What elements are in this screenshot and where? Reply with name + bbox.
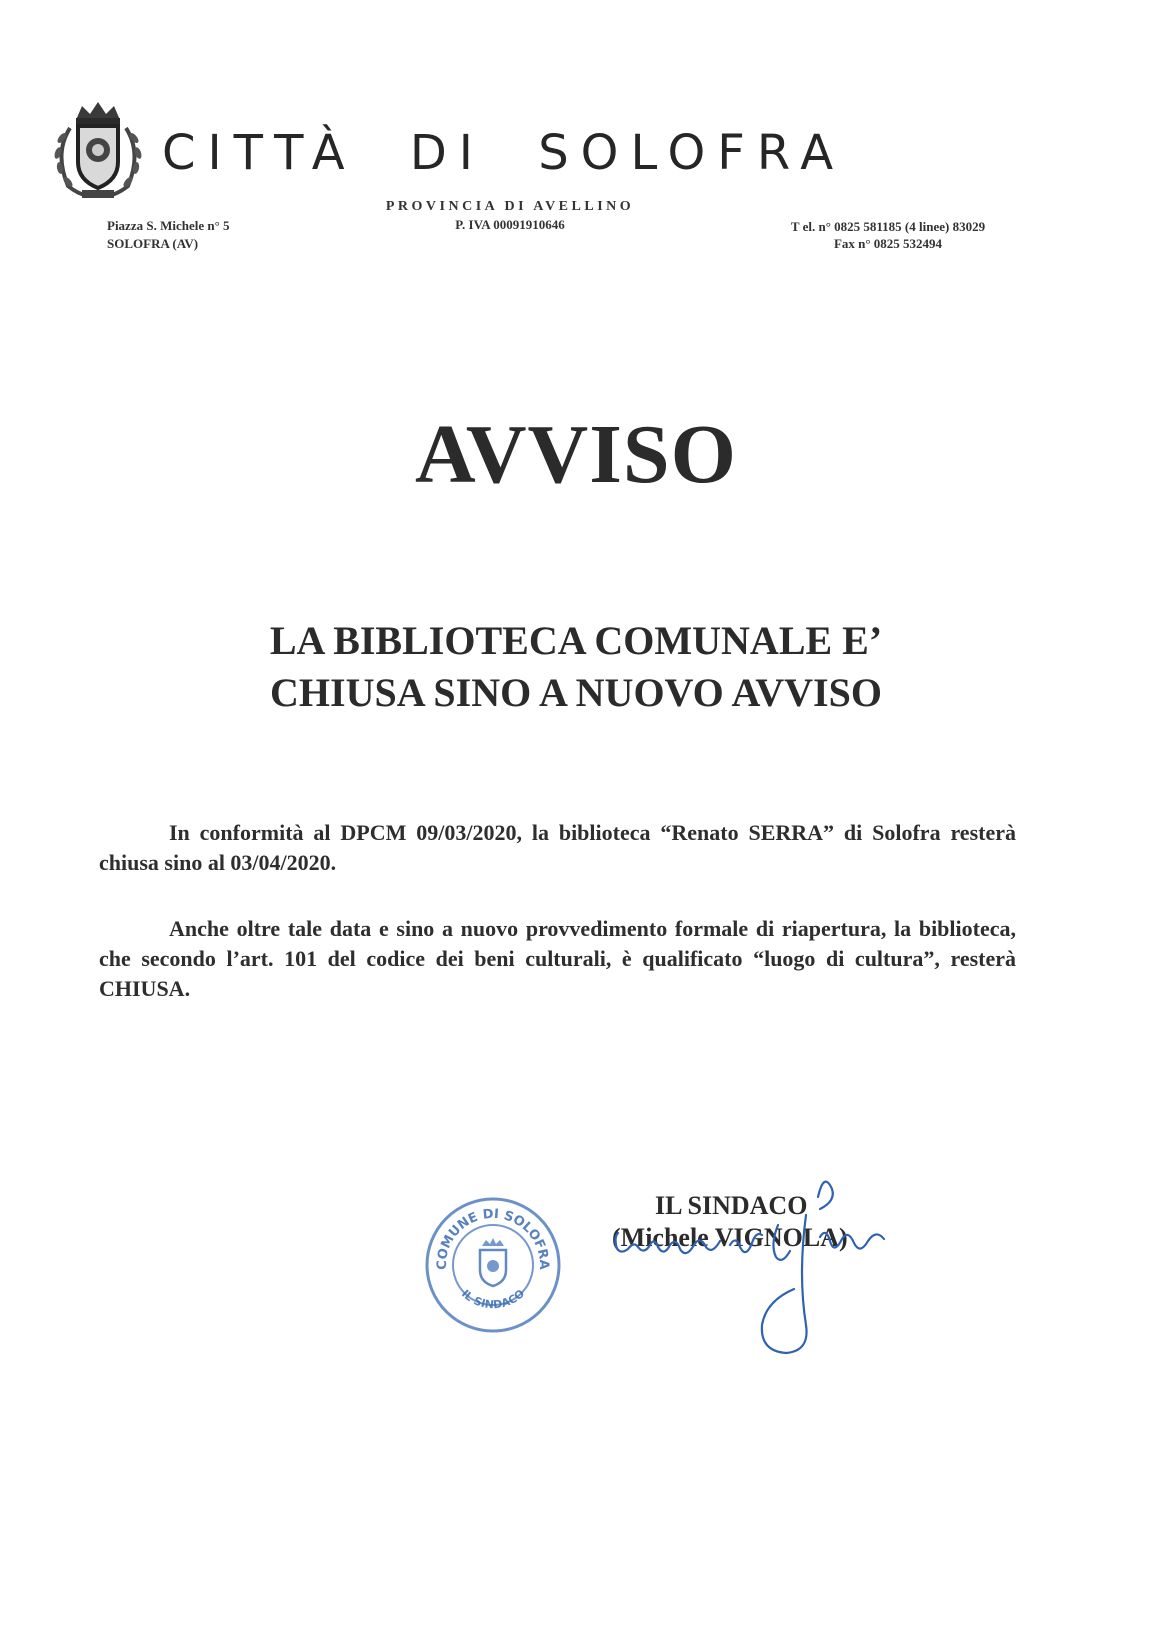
official-stamp-icon bbox=[418, 1190, 568, 1340]
paragraph-2 bbox=[99, 914, 1016, 1004]
city-name: CITTÀ DI SOLOFRA bbox=[162, 125, 846, 181]
vat-number: P. IVA 00091910646 bbox=[455, 217, 565, 232]
paragraph-1-text: In conformità al DPCM 09/03/2020, la biblioteca “Renato SERRA” di Solofra resterà chiusa sino al 03/04/2020. bbox=[99, 820, 1016, 875]
stamp-text-top: COMUNE DI SOLOFRA bbox=[434, 1206, 552, 1270]
notice-subtitle bbox=[0, 615, 1152, 719]
notice-title: AVVISO bbox=[415, 408, 737, 501]
handwritten-signature-icon bbox=[610, 1175, 910, 1355]
signatory-role: IL SINDACO bbox=[655, 1191, 808, 1220]
address bbox=[107, 217, 230, 253]
province: PROVINCIA DI AVELLINO bbox=[385, 199, 635, 214]
stamp-text-bottom: IL SINDACO bbox=[458, 1286, 528, 1312]
paragraph-1 bbox=[99, 818, 1016, 878]
address-street: Piazza S. Michele n° 5 bbox=[107, 218, 230, 233]
signatory-name: (Michele VIGNOLA) bbox=[612, 1223, 848, 1252]
paragraph-2-text: Anche oltre tale data e sino a nuovo provvedimento formale di riapertura, la biblioteca, che secondo l’art. 101 del codice dei beni culturali, è qualificato “luogo di cultura”, resterà CHIUSA. bbox=[99, 916, 1016, 1001]
fax: Fax n° 0825 532494 bbox=[833, 236, 943, 251]
telephone: T el. n° 0825 581185 (4 linee) 83029 bbox=[790, 219, 986, 234]
subtitle-line-1: LA BIBLIOTECA COMUNALE E’ bbox=[269, 618, 883, 663]
contact-info bbox=[770, 218, 1006, 252]
svg-text:IL SINDACO bbox=[459, 1287, 527, 1311]
address-city: SOLOFRA (AV) bbox=[107, 236, 199, 251]
municipal-crest-icon bbox=[48, 98, 148, 202]
subtitle-line-2: CHIUSA SINO A NUOVO AVVISO bbox=[270, 670, 882, 715]
